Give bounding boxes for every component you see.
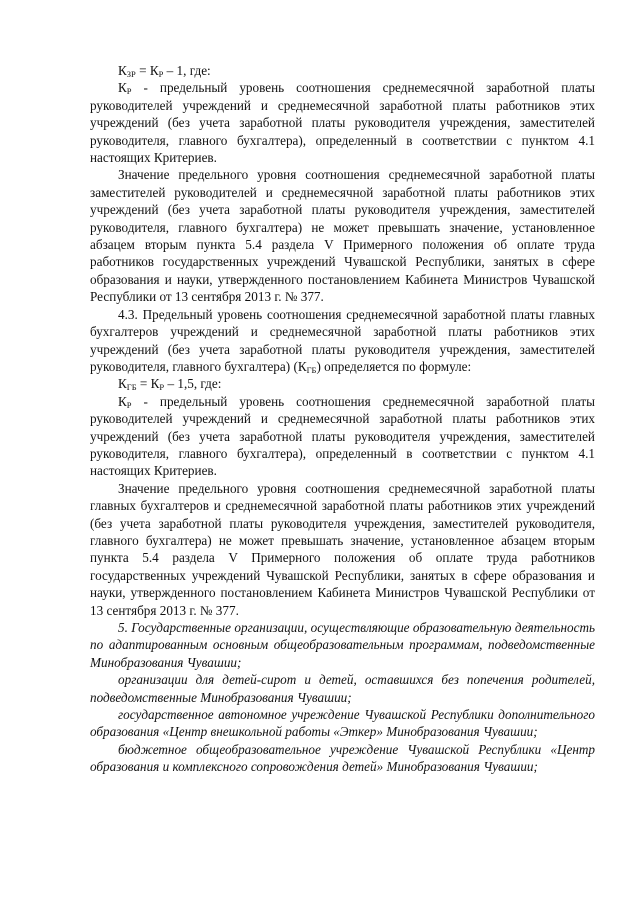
text-run: Значение предельного уровня соотношения среднемесячной заработной платы главных бухгалтеров и среднемесячной заработной платы работников этих учреждений (без учета заработной платы руководителя учреждения, заместителей руководителя, главного бухгалтера) не может превышать значение, установленное абзацем вторым пункта 5.4 раздела V Примерного положения об оплате труда работников государственных учреждений Чувашской Республики, занятых в сфере образования и науки, утвержденного постановлением Кабинета Министров Чувашской Республики от 13 сентября 2013 г. № 377. <box>90 480 595 618</box>
text-run: государственное автономное учреждение Чувашской Республики дополнительного образования «Центр внешкольной работы «Эткер» Минобразования Чувашии; <box>90 707 595 740</box>
paragraph-p4 <box>90 306 595 376</box>
subscript: Р <box>159 382 165 393</box>
text-run: бюджетное общеобразовательное учреждение Чувашской Республики «Центр образования и комплексного сопровождения детей» Минобразования Чувашии; <box>90 741 595 775</box>
text-run: = К <box>135 63 159 78</box>
subscript: Р <box>158 69 164 79</box>
text-run: ) определяется по формуле: <box>316 358 472 374</box>
subscript: Р <box>126 399 132 410</box>
text-run: 5. Государственные организации, осуществляющие образовательную деятельность по адаптированным основным общеобразовательным программам, подведомственные Минобразования Чувашии; <box>90 620 595 670</box>
paragraph-p6 <box>90 393 595 480</box>
text-run: - предельный уровень соотношения среднемесячной заработной платы руководителей учреждений и среднемесячной заработной платы работников этих учреждений (без учета заработной платы руководителя учреждения, заместителей руководителя, главного бухгалтера), определенный в соответствии с пунктом 4.1 настоящих Критериев. <box>90 393 595 479</box>
paragraph-p10 <box>90 706 595 741</box>
paragraph-p3 <box>90 166 595 305</box>
text-run: = К <box>136 376 160 392</box>
text-run: 4.3. Предельный уровень соотношения среднемесячной заработной платы главных бухгалтеров учреждений и среднемесячной заработной платы работников этих учреждений (без учета заработной платы руководителя учреждения, заместителей руководителя, главного бухгалтера) (К <box>90 306 595 374</box>
text-run: К <box>118 80 127 96</box>
text-run: К <box>118 376 127 392</box>
text-run: – 1, где: <box>163 63 211 78</box>
subscript: ГБ <box>306 364 317 375</box>
subscript: Р <box>126 86 132 97</box>
text-run: К <box>118 393 127 409</box>
document-body <box>90 62 595 776</box>
text-run: Значение предельного уровня соотношения среднемесячной заработной платы заместителей руководителей и среднемесячной заработной платы работников этих учреждений (без учета заработной платы руководителя учреждения, заместителей руководителя, главного бухгалтера) не может превышать значение, установленное абзацем вторым пункта 5.4 раздела V Примерного положения об оплате труда работников государственных учреждений Чувашской Республики, занятых в сфере образования и науки, утвержденного постановлением Кабинета Министров Чувашской Республики от 13 сентября 2013 г. № 377. <box>90 167 595 305</box>
subscript: ЗР <box>126 69 136 79</box>
paragraph-p9 <box>90 671 595 706</box>
text-run: – 1,5, где: <box>164 376 222 392</box>
paragraph-p7 <box>90 480 595 619</box>
text-run: организации для детей-сирот и детей, оставшихся без попечения родителей, подведомственные Минобразования Чувашии; <box>90 672 595 705</box>
subscript: ГБ <box>126 382 137 393</box>
text-run: - предельный уровень соотношения среднемесячной заработной платы руководителей учреждений и среднемесячной заработной платы работников этих учреждений (без учета заработной платы руководителя учреждения, заместителей руководителя, главного бухгалтера), определенный в соответствии с пунктом 4.1 настоящих Критериев. <box>90 80 595 166</box>
paragraph-p5 <box>90 375 595 392</box>
paragraph-p2 <box>90 79 595 166</box>
paragraph-p1 <box>90 62 595 79</box>
text-run: К <box>118 63 127 78</box>
paragraph-p8 <box>90 619 595 671</box>
paragraph-p11 <box>90 741 595 776</box>
